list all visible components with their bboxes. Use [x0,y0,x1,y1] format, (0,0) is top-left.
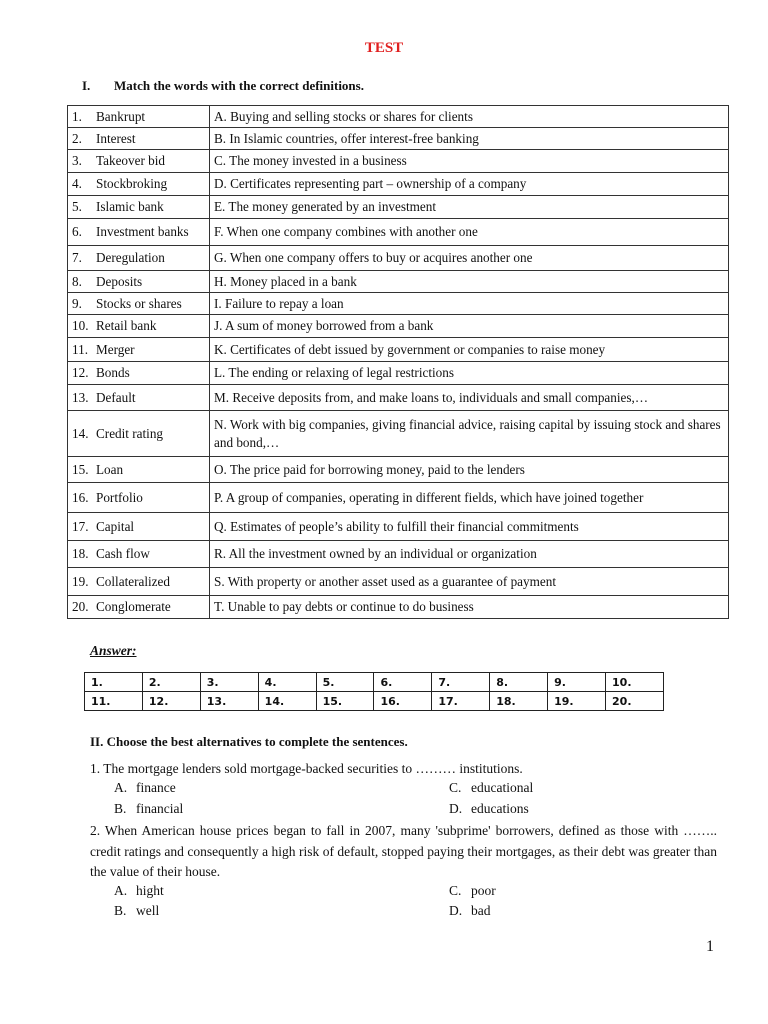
term-cell [68,196,210,219]
definition-cell: M. Receive deposits from, and make loans to, individuals and small companies,… [210,385,729,411]
term-text: Interest [96,130,136,146]
term-text: Deposits [96,273,143,289]
answer-cell[interactable]: 17. [432,692,490,711]
term-cell [68,411,210,457]
term-number: 3. [72,153,82,168]
term-text: Collateralized [96,573,170,589]
term-text: Retail bank [96,318,157,333]
answer-cell[interactable]: 13. [200,692,258,711]
answer-cell[interactable]: 20. [606,692,664,711]
definition-cell: P. A group of companies, operating in different fields, which have joined together [210,483,729,513]
term-text: Takeover bid [96,153,166,168]
term-number: 1. [72,108,82,124]
term-text: Islamic bank [96,199,164,214]
option-text: financial [136,801,184,816]
definition-cell: S. With property or another asset used as a guarantee of payment [210,568,729,596]
term-number: 12. [72,365,89,380]
term-cell [68,106,210,128]
term-number: 15. [72,461,89,477]
match-row [68,513,729,541]
option-letter: B. [114,903,127,918]
option-letter: C. [449,883,462,898]
match-row [68,293,729,315]
answer-label: Answer: [90,643,137,658]
definition-cell: Q. Estimates of people’s ability to fulfill their financial commitments [210,513,729,541]
match-row [68,483,729,513]
term-text: Stockbroking [96,176,168,191]
option-text: poor [471,883,496,898]
page-number: 1 [706,938,714,955]
term-cell [68,173,210,196]
section-1-heading [82,78,364,94]
question-1-text: 1. The mortgage lenders sold mortgage-backed securities to ……… institutions. [90,761,523,776]
definition-cell: H. Money placed in a bank [210,271,729,293]
answer-cell[interactable]: 1. [85,673,143,692]
term-number: 18. [72,546,89,561]
term-cell [68,293,210,315]
term-text: Merger [96,341,135,357]
answer-cell[interactable]: 16. [374,692,432,711]
match-row [68,568,729,596]
option-text: bad [471,903,491,918]
option-text: educational [471,780,534,795]
term-number: 19. [72,573,89,589]
term-cell [68,568,210,596]
match-row [68,246,729,271]
question-2-option-d [449,903,491,919]
term-number: 13. [72,389,89,405]
answer-cell[interactable]: 15. [316,692,374,711]
question-1-option-b [114,801,183,817]
answer-cell[interactable]: 3. [200,673,258,692]
term-cell [68,385,210,411]
term-number: 10. [72,318,89,333]
term-text: Stocks or shares [96,295,182,311]
match-row [68,106,729,128]
term-cell [68,150,210,173]
answer-cell[interactable]: 9. [548,673,606,692]
answer-grid [84,672,664,711]
page-title: TEST [364,40,404,56]
match-row [68,128,729,150]
term-cell [68,596,210,619]
match-row [68,411,729,457]
definition-cell: L. The ending or relaxing of legal restrictions [210,362,729,385]
term-text: Credit rating [96,425,164,441]
section-1-number: I. [82,78,91,93]
term-cell [68,541,210,568]
answer-cell[interactable]: 8. [490,673,548,692]
term-cell [68,338,210,362]
term-cell [68,246,210,271]
matching-table-body [68,106,729,619]
term-cell [68,219,210,246]
definition-cell: J. A sum of money borrowed from a bank [210,315,729,338]
section-1-text: Match the words with the correct definitions. [114,78,364,93]
definition-cell: N. Work with big companies, giving financial advice, raising capital by issuing stock and shares and bond,… [210,411,729,457]
question-1-option-d [449,801,529,817]
term-number: 17. [72,518,89,534]
option-letter: D. [449,903,463,918]
question-1-option-c [449,780,533,796]
option-text: hight [136,883,164,898]
option-text: well [136,903,160,918]
term-cell [68,483,210,513]
definition-cell: A. Buying and selling stocks or shares for clients [210,106,729,128]
term-text: Investment banks [96,224,189,239]
term-text: Conglomerate [96,599,171,614]
option-letter: D. [449,801,463,816]
definition-cell: O. The price paid for borrowing money, paid to the lenders [210,457,729,483]
term-number: 7. [72,250,82,265]
answer-cell[interactable]: 10. [606,673,664,692]
definition-cell: R. All the investment owned by an individual or organization [210,541,729,568]
answer-cell[interactable]: 12. [142,692,200,711]
definition-cell: C. The money invested in a business [210,150,729,173]
definition-cell: K. Certificates of debt issued by government or companies to raise money [210,338,729,362]
term-cell [68,128,210,150]
term-text: Deregulation [96,250,165,265]
term-number: 6. [72,224,82,239]
section-2-heading: II. Choose the best alternatives to complete the sentences. [90,734,408,749]
match-row [68,315,729,338]
option-letter: B. [114,801,127,816]
definition-cell: E. The money generated by an investment [210,196,729,219]
match-row [68,457,729,483]
match-row [68,385,729,411]
match-row [68,196,729,219]
answer-cell[interactable]: 6. [374,673,432,692]
term-number: 4. [72,176,82,191]
term-cell [68,315,210,338]
term-cell [68,362,210,385]
term-text: Default [96,389,136,405]
option-letter: A. [114,883,128,898]
definition-cell: B. In Islamic countries, offer interest-free banking [210,128,729,150]
term-number: 14. [72,425,89,441]
match-row [68,338,729,362]
question-2-text: 2. When American house prices began to fall in 2007, many 'subprime' borrowers, defined as those with …….. credit ratings and consequently a high risk of default, stopped paying their mortgages, as their debt was greater than the value of their house. [90,823,717,879]
term-number: 20. [72,599,89,614]
answer-cell[interactable]: 14. [258,692,316,711]
term-number: 5. [72,199,82,214]
term-cell [68,271,210,293]
term-number: 8. [72,273,82,289]
match-row [68,271,729,293]
answer-cell[interactable]: 11. [85,692,143,711]
term-text: Capital [96,518,135,534]
option-letter: C. [449,780,462,795]
question-1-option-a [114,780,176,796]
option-letter: A. [114,780,128,795]
term-number: 16. [72,489,89,505]
definition-cell: G. When one company offers to buy or acquires another one [210,246,729,271]
match-row [68,150,729,173]
match-row [68,219,729,246]
option-text: educations [471,801,529,816]
definition-cell: T. Unable to pay debts or continue to do business [210,596,729,619]
question-2-option-b [114,903,159,919]
term-text: Bonds [96,365,130,380]
term-number: 9. [72,295,82,311]
option-text: finance [136,780,176,795]
definition-cell: D. Certificates representing part – ownership of a company [210,173,729,196]
answer-cell[interactable]: 2. [142,673,200,692]
definition-cell: I. Failure to repay a loan [210,293,729,315]
answer-cell[interactable]: 5. [316,673,374,692]
question-2-option-a [114,883,164,899]
answer-cell[interactable]: 19. [548,692,606,711]
term-text: Cash flow [96,546,150,561]
match-row [68,173,729,196]
answer-grid-body [85,673,664,711]
answer-cell[interactable]: 7. [432,673,490,692]
term-text: Bankrupt [96,108,146,124]
term-text: Loan [96,461,124,477]
answer-cell[interactable]: 4. [258,673,316,692]
term-number: 2. [72,130,82,146]
term-cell [68,457,210,483]
answer-cell[interactable]: 18. [490,692,548,711]
match-row [68,541,729,568]
match-row [68,596,729,619]
matching-table [67,105,729,619]
answer-row [85,673,664,692]
match-row [68,362,729,385]
answer-row [85,692,664,711]
term-cell [68,513,210,541]
term-number: 11. [72,341,88,357]
question-2-option-c [449,883,496,899]
definition-cell: F. When one company combines with another one [210,219,729,246]
term-text: Portfolio [96,489,143,505]
